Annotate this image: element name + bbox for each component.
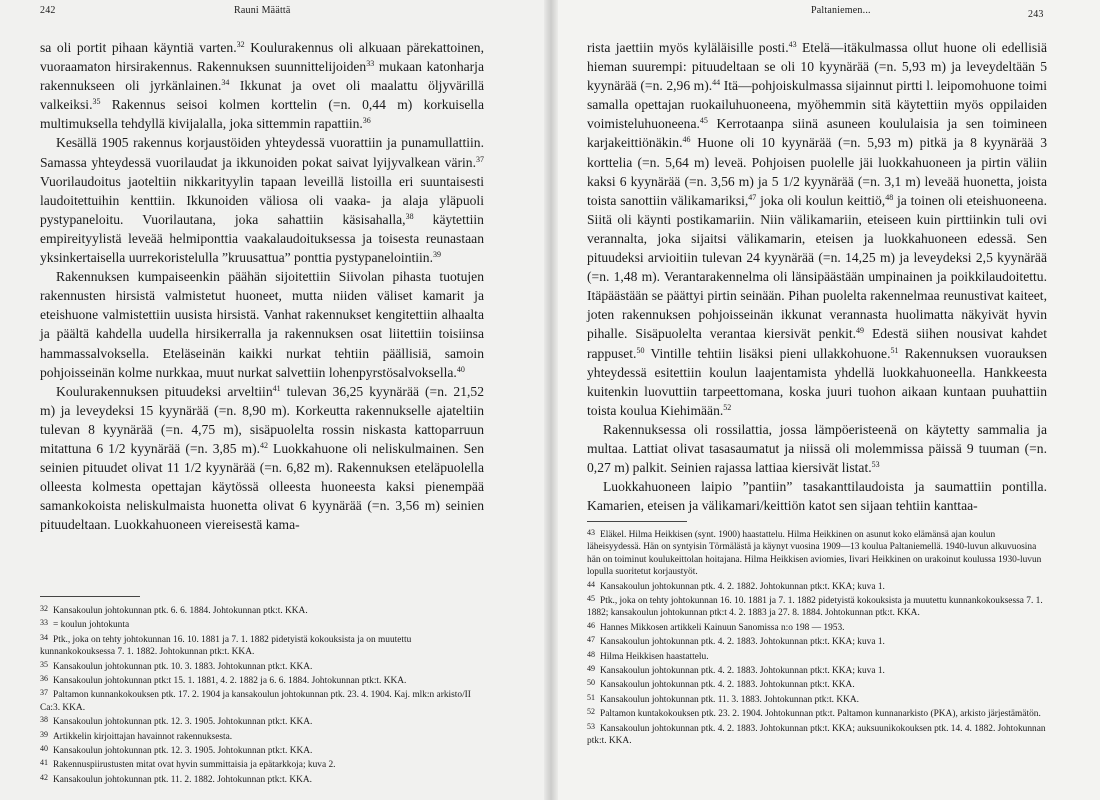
footnote-ref: 34: [221, 78, 230, 88]
footnote-ref: 37: [476, 154, 484, 164]
footnote: [40, 659, 484, 673]
footnote-number: 35: [40, 659, 48, 669]
text-run: Etelä—itäkulmassa ollut huone oli edellisiä hieman suurempi: pituudeltaan se oli 10 kyynärää (=n. 5,93 m) ja leveydeltään 5 kyynärää (=n. 2,96 m).: [587, 40, 1047, 94]
footnote-ref: 43: [788, 40, 797, 49]
footnote-text: Hannes Mikkosen artikkeli Kainuun Sanomissa n:o 198 — 1953.: [600, 622, 845, 633]
paragraph: [40, 133, 484, 267]
left-page-number: 242: [40, 5, 56, 16]
text-run: Luokkahuone oli neliskulmainen. Sen seinien pituudet olivat 11 1/2 kyynärää (=n. 6,82 m). Rakennuksen eteläpuolella olleesta kolmesta opettajan käytössä olleesta huoneesta kaksi pienempää samankokoista neliskulmaista huonetta olivat 6 kyynärää (=n. 3,56 m) seinien pituudeltaan. Luokkahuoneen viereisestä kama-: [40, 440, 484, 533]
footnote-number: 43: [587, 528, 595, 537]
footnote-text: Kansakoulun johtokunnan ptk. 10. 3. 1883. Johtokunnan ptk:t. KKA.: [53, 661, 313, 672]
footnote: [587, 634, 1047, 648]
text-run: Rakennuksessa oli rossilattia, jossa lämpöeristeenä on käytetty sammalia ja multaa. Lattiat olivat tasasaumatut ja niissä oli molemmissa päissä 9 tuuman (=n. 0,27 m) palkit. Seinien rajassa lattiaa kiersivät listat.: [587, 421, 1047, 476]
left-body-text: [40, 38, 484, 534]
footnote-text: = koulun johtokunta: [53, 620, 130, 631]
left-footnote-rule: [40, 596, 140, 597]
footnote: [587, 663, 1047, 677]
footnote: [40, 714, 484, 728]
footnote-ref: 47: [748, 192, 757, 202]
text-run: Ikkunat ja ovet oli maalattu öljyvärillä valkeiksi.: [40, 78, 484, 113]
paragraph: [587, 420, 1047, 477]
text-run: rista jaettiin myös kyläläisille posti.: [587, 40, 789, 55]
footnote-number: 38: [40, 715, 48, 725]
footnote: [587, 692, 1047, 706]
footnote-text: Kansakoulun johtokunnan ptk. 12. 3. 1905. Johtokunnan ptk:t. KKA.: [53, 746, 313, 757]
footnote: [40, 757, 484, 771]
footnote-number: 42: [40, 772, 48, 782]
right-page-number: 243: [1028, 9, 1044, 20]
footnote-text: Paltamon kuntakokouksen ptk. 23. 2. 1904. Johtokunnan ptk:t. Paltamon kunnanarkisto (PKA), arkisto järjestämätön.: [600, 709, 1041, 720]
page-gutter: [544, 0, 558, 800]
footnote-text: Kansakoulun johtokunnan ptk. 12. 3. 1905. Johtokunnan ptk:t. KKA.: [53, 717, 313, 728]
left-page: [0, 0, 549, 800]
paragraph: [40, 38, 484, 133]
text-run: Edestä siihen nousivat kahdet rappuset.: [587, 326, 1047, 361]
footnote: [40, 603, 484, 617]
footnote-text: Ptk., joka on tehty johtokunnan 16. 10. 1881 ja 7. 1. 1882 pidetyistä kokouksista ja on muutettu kunnankokouksessa 7. 1. 1882. Johtokunnan ptk:t. KKA.: [40, 634, 412, 658]
footnote: [587, 677, 1047, 691]
footnote: [40, 617, 484, 631]
left-footnotes: [40, 603, 484, 786]
right-page: [549, 0, 1100, 800]
footnote-ref: 49: [856, 326, 865, 336]
footnote-number: 32: [40, 604, 48, 613]
footnote: [587, 620, 1047, 634]
footnote-ref: 44: [712, 78, 721, 88]
footnote-ref: 41: [272, 383, 281, 393]
right-running-head: Paltaniemen...: [811, 5, 871, 16]
text-run: sa oli portit pihaan käyntiä varten.: [40, 40, 237, 55]
footnote-ref: 39: [432, 250, 441, 260]
text-run: käytettiin empireityylistä leveää helmiponttia vaakalaudoituksessa ja toisesta reunastaan yksinkertaisella uurrekoristelulla ”kruusattua” ponttia pystypanelointiin.: [40, 211, 484, 266]
footnote-number: 45: [587, 594, 595, 604]
footnote-number: 37: [40, 688, 48, 698]
footnote-number: 44: [587, 579, 595, 589]
text-run: Rakennuksen kumpaiseenkin päähän sijoitettiin Siivolan pihasta tuotujen rakennusten hirsistä valmistetut huoneet, mutta niiden väliset kamarit ja eteishuone valmistettiin uusista hirsistä. Vanhat rakennukset kengitettiin alhaalta ja päältä kahdella uudella hirsikerralla ja rakennuksen osat liitettiin toisiinsa hammassalvoksella. Eteläseinän kaikki nurkat tehtiin päällisiä, samoin pohjoisseinän kolme nurkkaa, muut nurkat salvettiin lohenpyrstösalvoksella.: [40, 269, 484, 380]
text-run: Koulurakennus oli alkuaan pärekattoinen, vuoraamaton hirsirakennus. Rakennuksen suunnittelijoiden: [40, 40, 484, 75]
footnote-number: 36: [40, 674, 48, 684]
footnote-text: Kansakoulun johtokunnan ptk. 6. 6. 1884. Johtokunnan ptk:t. KKA.: [53, 606, 308, 616]
text-run: tulevan 36,25 kyynärää (=n. 21,52 m) ja leveydeksi 15 kyynärää (=n. 8,90 m). Korkeutta rakennukselle ajateltiin tulevan 8 kyynärää (=n. 4,75 m), sisäpuolelta rossin niskasta kattoparruun mitattuna 6 1/2 kyynärää (=n. 3,85 m).: [40, 383, 484, 456]
footnote-text: Kansakoulun johtokunnan ptk. 4. 2. 1882. Johtokunnan ptk:t. KKA; kuva 1.: [600, 581, 885, 592]
footnote-number: 47: [587, 635, 595, 645]
footnote-ref: 46: [682, 135, 691, 145]
footnote-number: 33: [40, 618, 48, 628]
footnote: [587, 706, 1047, 720]
text-run: joka oli koulun keittiö,: [756, 192, 886, 208]
footnote-text: Hilma Heikkisen haastattelu.: [600, 651, 709, 662]
left-running-head: Rauni Määttä: [234, 5, 291, 16]
footnote: [587, 593, 1047, 620]
text-run: Vintille tehtiin lisäksi pieni ullakkohuone.: [644, 345, 891, 361]
footnote-number: 46: [587, 620, 595, 630]
text-run: mukaan katonharja rakennukseen oli jyrkänlainen.: [40, 59, 484, 94]
footnote-ref: 35: [92, 97, 101, 107]
footnote-number: 40: [40, 744, 48, 754]
footnote: [587, 527, 1047, 579]
footnote-number: 53: [587, 721, 595, 731]
text-run: Rakennus seisoi kolmen korttelin (=n. 0,44 m) korkuisella multimuksella tehdyllä kivijalalla, joka sittemmin rapattiin.: [40, 97, 484, 132]
footnote-text: Rakennuspiirustusten mitat ovat hyvin summittaisia ja epätarkkoja; kuva 2.: [53, 760, 336, 771]
footnote-text: Kansakoulun johtokunnan ptk. 4. 2. 1883. Johtokunnan ptk:t. KKA.: [600, 680, 855, 691]
footnote-text: Kansakoulun johtokunnan ptk. 11. 3. 1883. Johtokunnan ptk:t. KKA.: [600, 694, 860, 705]
footnote: [587, 579, 1047, 593]
footnote-ref: 33: [366, 59, 375, 69]
footnote-number: 48: [587, 649, 595, 659]
footnote-ref: 32: [236, 40, 245, 49]
footnote-ref: 53: [871, 460, 880, 470]
text-run: ja toinen oli eteishuoneena. Siitä oli käynti postikamariin. Niin välikamariin, eteiseen kuin pirttiinkin tuli ovi verannalta, joka sijaitsi välikamarin, eteisen ja luokkahuoneen edessä. Sen pituudeksi arvioitiin tulevan 24 kyynärää (=n. 14,25 m) ja leveydeksi 2,5 kyynärää (=n. 1,48 m). Verantarakennelma oli länsipäästään umpinainen ja poikkilaudoitettu. Itäpäästään se päättyi pirtin seinään. Pihan puolelta rakennelmaa reunustivat kaiteet, joten rakennuksen pohjoisseinän ikkunat verannasta huolimatta näkyivät hyvin pihalle. Sisäpuolelta verantaa kiersivät penkit.: [587, 192, 1047, 342]
footnote-ref: 42: [260, 440, 269, 450]
footnote: [40, 673, 484, 687]
text-run: Rakennuksen vuorauksen yhteydessä esitettiin koulun laajentamista yhdellä luokkahuoneella. Hankkeesta kuitenkin luovuttiin tarpeettomana, koska juuri tuohon aikaan kuntaan puuhattiin toista koulua Kiehimään.: [587, 345, 1048, 418]
text-run: Koulurakennuksen pituudeksi arveltiin: [56, 383, 273, 399]
footnote: [587, 649, 1047, 663]
paragraph: [587, 477, 1047, 515]
right-body-text: [587, 38, 1047, 515]
footnote-text: Kansakoulun johtokunnan ptk:t 15. 1. 1881, 4. 2. 1882 ja 6. 6. 1884. Johtokunnan ptk:t. KKA.: [53, 676, 407, 687]
footnote-text: Kansakoulun johtokunnan ptk. 4. 2. 1883. Johtokunnan ptk:t. KKA; kuva 1.: [600, 666, 885, 677]
footnote-number: 34: [40, 632, 48, 642]
footnote-text: Kansakoulun johtokunnan ptk. 11. 2. 1882. Johtokunnan ptk:t. KKA.: [53, 774, 313, 785]
text-run: Huone oli 10 kyynärää (=n. 5,93 m) pitkä ja 8 kyynärää 3 korttelia (=n. 5,64 m) leveä. Pohjoisen puolelle jäi luokkahuoneen ja pirtin väliin kaksi 6 kyynärää (=n. 3,56 m) ja 5 1/2 kyynärää (=n. 3,1 m) leveää huonetta, joista toista sanottiin välikamariksi,: [587, 135, 1047, 208]
footnote: [40, 729, 484, 743]
footnote-ref: 48: [885, 192, 894, 202]
footnote-ref: 50: [636, 345, 645, 355]
footnote-ref: 36: [362, 116, 371, 126]
footnote-ref: 51: [890, 345, 899, 355]
text-run: Luokkahuoneen laipio ”pantiin” tasakanttilaudoista ja saumattiin pontilla. Kamarien, eteisen ja välikamari/keittiön katot sen sijaan tehtiin kanttaa-: [587, 479, 1047, 514]
footnote-ref: 45: [699, 116, 708, 126]
footnote-text: Eläkel. Hilma Heikkisen (synt. 1900) haastattelu. Hilma Heikkinen on asunut koko elämänsä ajan koulun läheisyydessä. Hän on syntyisin Törmälästä ja käynyt vuosina 1909—13 koulua Paltaniemellä. 1940-luvun alkuvuosina hän on toiminut koulukeittolan hoitajana. Hilma Heikkisen aviomies, Iivari Heikkinen on urakoinut koulussa 1930-luvun lopulla suoritetut korjaustyöt.: [587, 530, 1042, 578]
footnote-text: Paltamon kunnankokouksen ptk. 17. 2. 1904 ja kansakoulun johtokunnan ptk. 23. 4. 1904. Kaj. mlk:n arkisto/II Ca:3. KKA.: [40, 690, 471, 713]
footnote: [40, 687, 484, 714]
footnote: [40, 632, 484, 659]
footnote: [587, 721, 1047, 748]
right-footnote-rule: [587, 521, 687, 522]
footnote-ref: 52: [723, 402, 732, 412]
text-run: Kerrotaanpa siinä asuneen koululaisia ja sen toimineen karjakeittiönäkin.: [587, 116, 1047, 151]
footnote-text: Kansakoulun johtokunnan ptk. 4. 2. 1883. Johtokunnan ptk:t. KKA; auksuunikokouksen ptk. 14. 4. 1882. Johtokunnan ptk:t. KKA.: [587, 723, 1046, 747]
footnote: [40, 743, 484, 757]
footnote-number: 41: [40, 758, 48, 768]
footnote-text: Artikkelin kirjoittajan havainnot rakennuksesta.: [53, 731, 233, 742]
footnote-number: 50: [587, 678, 595, 688]
paragraph: [587, 38, 1047, 420]
footnote-text: Kansakoulun johtokunnan ptk. 4. 2. 1883. Johtokunnan ptk:t. KKA; kuva 1.: [600, 637, 885, 648]
right-footnotes: [587, 527, 1047, 748]
footnote-number: 49: [587, 664, 595, 674]
footnote-number: 39: [40, 729, 48, 739]
text-run: Vuorilaudoitus jaoteltiin nikkarityylin tapaan leveillä listoilla eri suuntaisesti laudoitettuihin kenttiin. Ikkunoiden väliosa oli vaaka- ja alaja yläpuoli pystypaneloitu. Vuorilautana, joka sahattiin käsisahalla,: [40, 173, 484, 227]
footnote-ref: 40: [456, 364, 465, 374]
paragraph: [40, 267, 484, 382]
footnote-ref: 38: [405, 211, 414, 221]
paragraph: [40, 382, 484, 535]
footnote-number: 51: [587, 692, 595, 702]
footnote: [40, 772, 484, 786]
footnote-text: Ptk., joka on tehty johtokunnan 16. 10. 1881 ja 7. 1. 1882 pidetyistä kokouksista ja muutettu kunnankokouksessa 7. 1. 1882; kansakoulun johtokunnan ptk:t 4. 2. 1883 ja 27. 8. 1884. Johtokunnan ptk:t. KKA.: [587, 596, 1043, 619]
footnote-number: 52: [587, 707, 595, 717]
text-run: Kesällä 1905 rakennus korjaustöiden yhteydessä vuorattiin ja punamullattiin. Samassa yhteydessä vuorilaudat ja ikkunoiden pokat saivat lyijyvalkean värin.: [40, 135, 484, 170]
text-run: Itä—pohjoiskulmassa sijainnut pirtti l. leipomohuone toimi samalla opettajan ruokailuhuoneena, myöhemmin sitä käytettiin myös oppilaiden voimisteluhuoneena.: [587, 78, 1047, 132]
